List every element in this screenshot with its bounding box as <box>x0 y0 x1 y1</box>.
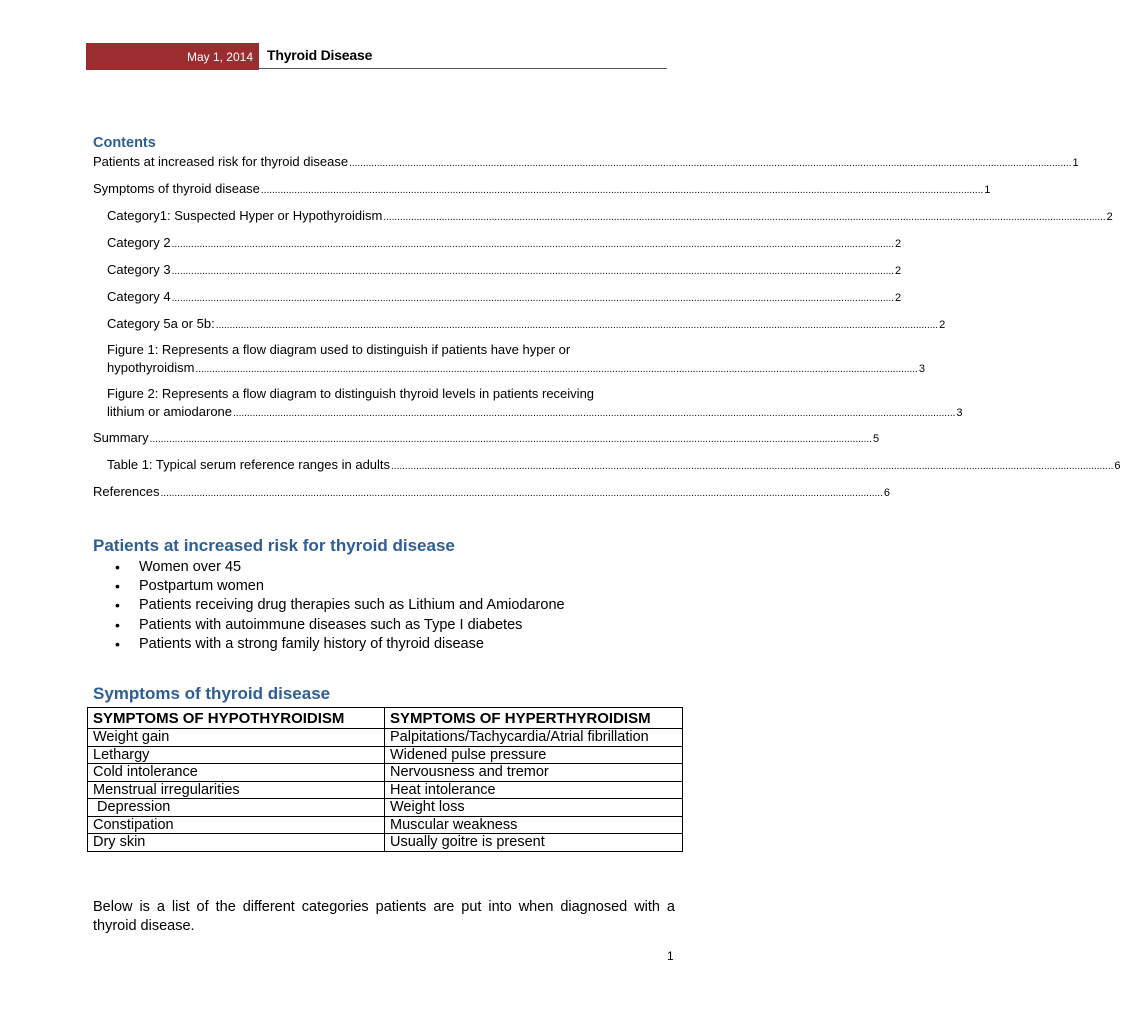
column-header-hyper: SYMPTOMS OF HYPERTHYROIDISM <box>385 708 683 729</box>
toc-leader-dots: .................................................................................................................................................................................................................................................................... <box>171 293 894 304</box>
toc-leader-dots: .................................................................................................................................................................................................................................................................... <box>171 266 894 277</box>
table-row <box>88 834 683 852</box>
toc-page-number: 3 <box>918 363 925 375</box>
list-item <box>115 596 565 615</box>
risk-section-heading: Patients at increased risk for thyroid disease <box>93 536 455 555</box>
toc-entry[interactable] <box>93 456 1121 476</box>
column-header-hypo: SYMPTOMS OF HYPOTHYROIDISM <box>88 708 385 729</box>
table-row <box>88 764 683 782</box>
toc-entry-text: Category 2 <box>107 235 171 250</box>
contents-heading: Contents <box>93 135 156 151</box>
header-title: Thyroid Disease <box>267 47 373 63</box>
toc-page-number: 3 <box>956 407 963 419</box>
toc-entry[interactable] <box>93 207 1113 227</box>
toc-entry-text: Category 3 <box>107 262 171 277</box>
list-item-text: Patients with a strong family history of thyroid disease <box>139 635 484 652</box>
list-item-text: Patients with autoimmune diseases such as Type I diabetes <box>139 616 523 633</box>
hypo-symptom-cell: Lethargy <box>88 746 385 764</box>
bullet-icon: • <box>115 635 120 652</box>
bullet-icon: • <box>115 597 120 614</box>
toc-entry-text: Category 4 <box>107 289 171 304</box>
hyper-symptom-cell: Widened pulse pressure <box>385 746 683 764</box>
toc-entry-text-line1: Figure 2: Represents a flow diagram to distinguish thyroid levels in patients receiving <box>107 386 595 401</box>
table-header-row <box>88 708 683 729</box>
bullet-icon: • <box>115 559 120 575</box>
hypo-symptom-cell: Depression <box>88 799 385 817</box>
list-item-text: Postpartum women <box>139 578 264 595</box>
toc-entry-text-line1: Figure 1: Represents a flow diagram used to distinguish if patients have hyper or <box>107 342 571 357</box>
hyper-symptom-cell: Muscular weakness <box>385 816 683 834</box>
toc-leader-dots: .................................................................................................................................................................................................................................................................... <box>260 185 984 196</box>
list-item <box>115 558 565 577</box>
list-item <box>115 616 565 635</box>
hypo-symptom-cell: Menstrual irregularities <box>88 781 385 799</box>
toc-page-number: 5 <box>873 433 880 445</box>
symptoms-table <box>87 707 683 852</box>
toc-entry-text: Summary <box>93 430 149 445</box>
toc-entry-text: References <box>93 484 160 499</box>
hypo-symptom-cell: Constipation <box>88 816 385 834</box>
hyper-symptom-cell: Usually goitre is present <box>385 834 683 852</box>
bullet-icon: • <box>115 616 120 633</box>
toc-page-number: 1 <box>1072 157 1079 169</box>
hypo-symptom-cell: Cold intolerance <box>88 764 385 782</box>
list-item-text: Women over 45 <box>139 559 242 575</box>
hyper-symptom-cell: Heat intolerance <box>385 781 683 799</box>
toc-entry-text: Category1: Suspected Hyper or Hypothyroidism <box>107 208 383 223</box>
toc-page-number: 2 <box>939 319 946 331</box>
toc-leader-dots: .................................................................................................................................................................................................................................................................... <box>171 239 894 250</box>
table-row <box>88 816 683 834</box>
toc-entry[interactable] <box>93 315 946 335</box>
hyper-symptom-cell: Nervousness and tremor <box>385 764 683 782</box>
toc-entry-text: Table 1: Typical serum reference ranges in adults <box>107 457 391 472</box>
list-item-text: Patients receiving drug therapies such as Lithium and Amiodarone <box>139 597 565 614</box>
toc-leader-dots: .................................................................................................................................................................................................................................................................... <box>383 212 1106 223</box>
toc-entry-text: lithium or amiodarone <box>107 404 233 419</box>
toc-entry-text: Symptoms of thyroid disease <box>93 181 260 196</box>
toc-page-number: 2 <box>894 292 902 304</box>
toc-entry[interactable] <box>93 261 902 281</box>
list-item <box>115 577 565 596</box>
toc-entry-text: Patients at increased risk for thyroid disease <box>93 154 349 169</box>
toc-entry[interactable] <box>93 341 925 379</box>
hypo-symptom-cell: Weight gain <box>88 729 385 747</box>
toc-leader-dots: .................................................................................................................................................................................................................................................................... <box>349 158 1072 169</box>
toc-leader-dots: .................................................................................................................................................................................................................................................................... <box>215 320 939 331</box>
symptoms-section-heading: Symptoms of thyroid disease <box>93 684 331 703</box>
list-item <box>115 635 565 654</box>
header-date-bar <box>86 43 259 70</box>
hyper-symptom-cell: Weight loss <box>385 799 683 817</box>
toc-leader-dots: .................................................................................................................................................................................................................................................................... <box>149 434 872 445</box>
table-row <box>88 799 683 817</box>
toc-page-number: 6 <box>1114 460 1121 472</box>
hypo-symptom-cell: Dry skin <box>88 834 385 852</box>
toc-entry[interactable] <box>93 234 902 254</box>
toc-entry-text: Category 5a or 5b: <box>107 316 215 331</box>
hyper-symptom-cell: Palpitations/Tachycardia/Atrial fibrillation <box>385 729 683 747</box>
toc-leader-dots: .................................................................................................................................................................................................................................................................... <box>160 488 883 499</box>
table-row <box>88 729 683 747</box>
table-of-contents <box>93 153 1121 503</box>
toc-entry-text: hypothyroidism <box>107 360 195 375</box>
header-rule <box>259 68 667 69</box>
bullet-icon: • <box>115 578 120 595</box>
toc-leader-dots: .................................................................................................................................................................................................................................................................... <box>233 408 956 419</box>
categories-intro-paragraph: Below is a list of the different categories patients are put into when diagnosed with a thyroid disease. <box>93 899 675 934</box>
table-row <box>88 746 683 764</box>
toc-entry[interactable] <box>93 429 880 449</box>
toc-entry[interactable] <box>93 180 991 200</box>
toc-page-number: 2 <box>894 238 902 250</box>
risk-list <box>115 558 565 654</box>
toc-page-number: 2 <box>1106 211 1113 223</box>
toc-entry[interactable] <box>93 385 963 423</box>
header-date: May 1, 2014 <box>186 50 253 64</box>
table-row <box>88 781 683 799</box>
toc-page-number: 1 <box>984 184 991 196</box>
toc-entry[interactable] <box>93 483 890 503</box>
toc-leader-dots: .................................................................................................................................................................................................................................................................... <box>391 461 1114 472</box>
toc-page-number: 6 <box>883 487 890 499</box>
toc-entry[interactable] <box>93 288 902 308</box>
toc-entry[interactable] <box>93 153 1079 173</box>
toc-leader-dots: .................................................................................................................................................................................................................................................................... <box>195 364 918 375</box>
toc-page-number: 2 <box>894 265 902 277</box>
page-number: 1 <box>667 949 674 963</box>
